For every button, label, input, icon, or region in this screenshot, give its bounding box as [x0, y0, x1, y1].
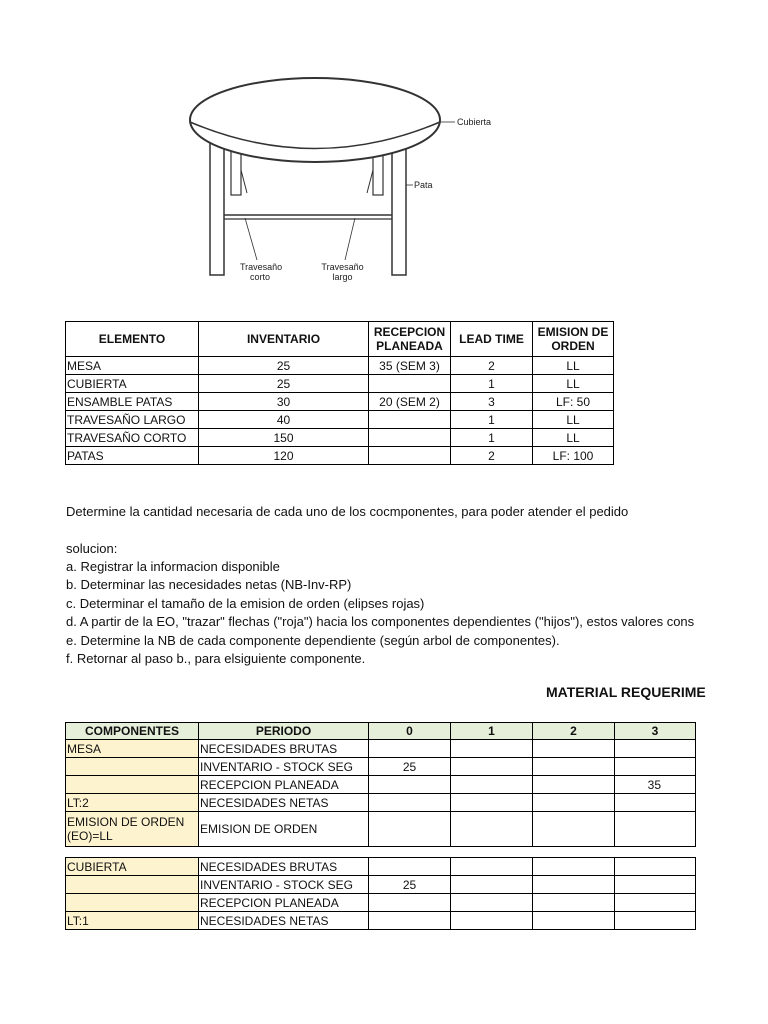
mrp-value-cell[interactable]: [533, 876, 615, 894]
mrp-periodo-cell: INVENTARIO - STOCK SEG: [199, 758, 369, 776]
mrp-value-cell[interactable]: [451, 876, 533, 894]
label-travesano-corto: [240, 262, 283, 282]
label-travesano-corto-line2: corto: [249, 272, 270, 282]
mrp-table-cubierta: [65, 857, 696, 930]
label-cubierta: Cubierta: [457, 117, 492, 127]
inventory-cell: LF: 100: [533, 447, 614, 465]
mrp-title: MATERIAL REQUERIME: [546, 684, 706, 700]
step-d: d. A partir de la EO, "trazar" flechas ("roja") hacia los componentes dependientes ("hijos"), estos valores cons: [66, 614, 695, 629]
mrp-component-cell: MESA: [66, 740, 199, 758]
inventory-cell: 1: [451, 429, 533, 447]
inventory-cell: LF: 50: [533, 393, 614, 411]
mrp-value-cell[interactable]: [533, 758, 615, 776]
mrp-value-cell[interactable]: [533, 794, 615, 812]
inventory-cell: 150: [199, 429, 369, 447]
mrp-row: [66, 876, 696, 894]
mrp-periodo-cell: RECEPCION PLANEADA: [199, 894, 369, 912]
mrp-periodo-cell: NECESIDADES NETAS: [199, 794, 369, 812]
inventory-cell: [369, 411, 451, 429]
inventory-cell: MESA: [66, 357, 199, 375]
mrp-value-cell[interactable]: [615, 894, 696, 912]
mrp-value-cell[interactable]: [451, 794, 533, 812]
mrp-value-cell[interactable]: [533, 812, 615, 847]
inventory-cell: 1: [451, 411, 533, 429]
inventory-cell: 1: [451, 375, 533, 393]
mrp-header-componentes: COMPONENTES: [66, 723, 199, 740]
inventory-cell: TRAVESAÑO LARGO: [66, 411, 199, 429]
inventory-row: [66, 411, 614, 429]
step-a: a. Registrar la informacion disponible: [66, 559, 280, 574]
mrp-header-2: 2: [533, 723, 615, 740]
step-b: b. Determinar las necesidades netas (NB-Inv-RP): [66, 577, 352, 592]
mrp-value-cell[interactable]: [451, 812, 533, 847]
mrp-value-cell[interactable]: [451, 758, 533, 776]
inventory-cell: [369, 375, 451, 393]
inventory-header-row: [66, 322, 614, 357]
mrp-component-cell: CUBIERTA: [66, 858, 199, 876]
mrp-periodo-cell: EMISION DE ORDEN: [199, 812, 369, 847]
step-e: e. Determine la NB de cada componente dependiente (según arbol de componentes).: [66, 633, 560, 648]
mrp-component-cell: LT:2: [66, 794, 199, 812]
inventory-cell: 20 (SEM 2): [369, 393, 451, 411]
mrp-table-mesa: [65, 722, 696, 847]
mrp-value-cell[interactable]: [451, 776, 533, 794]
mrp-value-cell[interactable]: 25: [369, 876, 451, 894]
solution-label: solucion:: [66, 541, 118, 556]
inventory-cell: 2: [451, 447, 533, 465]
mrp-periodo-cell: NECESIDADES NETAS: [199, 912, 369, 930]
mrp-component-cell: [66, 758, 199, 776]
mrp-component-cell: EMISION DE ORDEN (EO)=LL: [66, 812, 199, 847]
header-emision: EMISION DE ORDEN: [533, 322, 614, 357]
inventory-cell: PATAS: [66, 447, 199, 465]
mrp-value-cell[interactable]: [369, 912, 451, 930]
mrp-value-cell[interactable]: [369, 894, 451, 912]
mrp-value-cell[interactable]: [451, 894, 533, 912]
mrp-row: [66, 758, 696, 776]
table-illustration: [185, 75, 505, 295]
label-pata: Pata: [414, 180, 433, 190]
inventory-row: [66, 357, 614, 375]
mrp-row: [66, 740, 696, 758]
mrp-value-cell[interactable]: [615, 794, 696, 812]
mrp-periodo-cell: INVENTARIO - STOCK SEG: [199, 876, 369, 894]
mrp-value-cell[interactable]: [369, 812, 451, 847]
mrp-header-1: 1: [451, 723, 533, 740]
inventory-cell: 2: [451, 357, 533, 375]
prompt-text: Determine la cantidad necesaria de cada uno de los cocmponentes, para poder atender el pedido: [66, 504, 629, 519]
mrp-value-cell[interactable]: [451, 858, 533, 876]
mrp-header-3: 3: [615, 723, 696, 740]
mrp-header-periodo: PERIODO: [199, 723, 369, 740]
inventory-cell: LL: [533, 429, 614, 447]
mrp-value-cell[interactable]: [369, 794, 451, 812]
mrp-value-cell[interactable]: 35: [615, 776, 696, 794]
mrp-header-row: [66, 723, 696, 740]
step-f: f. Retornar al paso b., para elsiguiente componente.: [66, 651, 366, 666]
mrp-row: [66, 776, 696, 794]
mrp-value-cell[interactable]: [615, 876, 696, 894]
header-elemento: ELEMENTO: [66, 322, 199, 357]
inventory-cell: 3: [451, 393, 533, 411]
inventory-cell: ENSAMBLE PATAS: [66, 393, 199, 411]
inventory-cell: LL: [533, 375, 614, 393]
inventory-cell: 30: [199, 393, 369, 411]
inventory-row: [66, 375, 614, 393]
mrp-value-cell[interactable]: [615, 758, 696, 776]
mrp-value-cell[interactable]: [533, 858, 615, 876]
inventory-table: [65, 321, 614, 465]
label-travesano-largo-line2: largo: [332, 272, 353, 282]
inventory-cell: TRAVESAÑO CORTO: [66, 429, 199, 447]
mrp-value-cell[interactable]: [451, 740, 533, 758]
mrp-component-cell: [66, 776, 199, 794]
step-c: c. Determinar el tamaño de la emision de orden (elipses rojas): [66, 596, 425, 611]
header-lead-time: LEAD TIME: [451, 322, 533, 357]
inventory-cell: LL: [533, 411, 614, 429]
mrp-value-cell[interactable]: [369, 740, 451, 758]
header-inventario: INVENTARIO: [199, 322, 369, 357]
inventory-cell: 120: [199, 447, 369, 465]
mrp-value-cell[interactable]: [533, 894, 615, 912]
inventory-row: [66, 447, 614, 465]
mrp-value-cell[interactable]: [615, 912, 696, 930]
label-travesano-largo: [320, 262, 365, 282]
mrp-row: [66, 912, 696, 930]
mrp-value-cell[interactable]: [533, 776, 615, 794]
inventory-cell: 40: [199, 411, 369, 429]
mrp-value-cell[interactable]: [533, 912, 615, 930]
inventory-cell: 25: [199, 375, 369, 393]
mrp-value-cell[interactable]: [615, 740, 696, 758]
mrp-row: [66, 812, 696, 847]
inventory-cell: 25: [199, 357, 369, 375]
mrp-header-0: 0: [369, 723, 451, 740]
mrp-value-cell[interactable]: [369, 858, 451, 876]
mrp-periodo-cell: RECEPCION PLANEADA: [199, 776, 369, 794]
mrp-periodo-cell: NECESIDADES BRUTAS: [199, 740, 369, 758]
inventory-cell: [369, 429, 451, 447]
mrp-component-cell: [66, 894, 199, 912]
mrp-value-cell[interactable]: [533, 740, 615, 758]
mrp-component-cell: LT:1: [66, 912, 199, 930]
mrp-row: [66, 894, 696, 912]
inventory-row: [66, 393, 614, 411]
mrp-value-cell[interactable]: [451, 912, 533, 930]
label-travesano-largo-line1: Travesaño: [321, 262, 364, 272]
mrp-value-cell[interactable]: [369, 776, 451, 794]
header-recepcion: RECEPCION PLANEADA: [369, 322, 451, 357]
inventory-cell: 35 (SEM 3): [369, 357, 451, 375]
mrp-value-cell[interactable]: [615, 812, 696, 847]
inventory-cell: LL: [533, 357, 614, 375]
mrp-value-cell[interactable]: 25: [369, 758, 451, 776]
inventory-cell: [369, 447, 451, 465]
inventory-cell: CUBIERTA: [66, 375, 199, 393]
mrp-component-cell: [66, 876, 199, 894]
mrp-periodo-cell: NECESIDADES BRUTAS: [199, 858, 369, 876]
label-travesano-corto-line1: Travesaño: [240, 262, 283, 272]
mrp-row: [66, 858, 696, 876]
mrp-value-cell[interactable]: [615, 858, 696, 876]
inventory-row: [66, 429, 614, 447]
mrp-row: [66, 794, 696, 812]
